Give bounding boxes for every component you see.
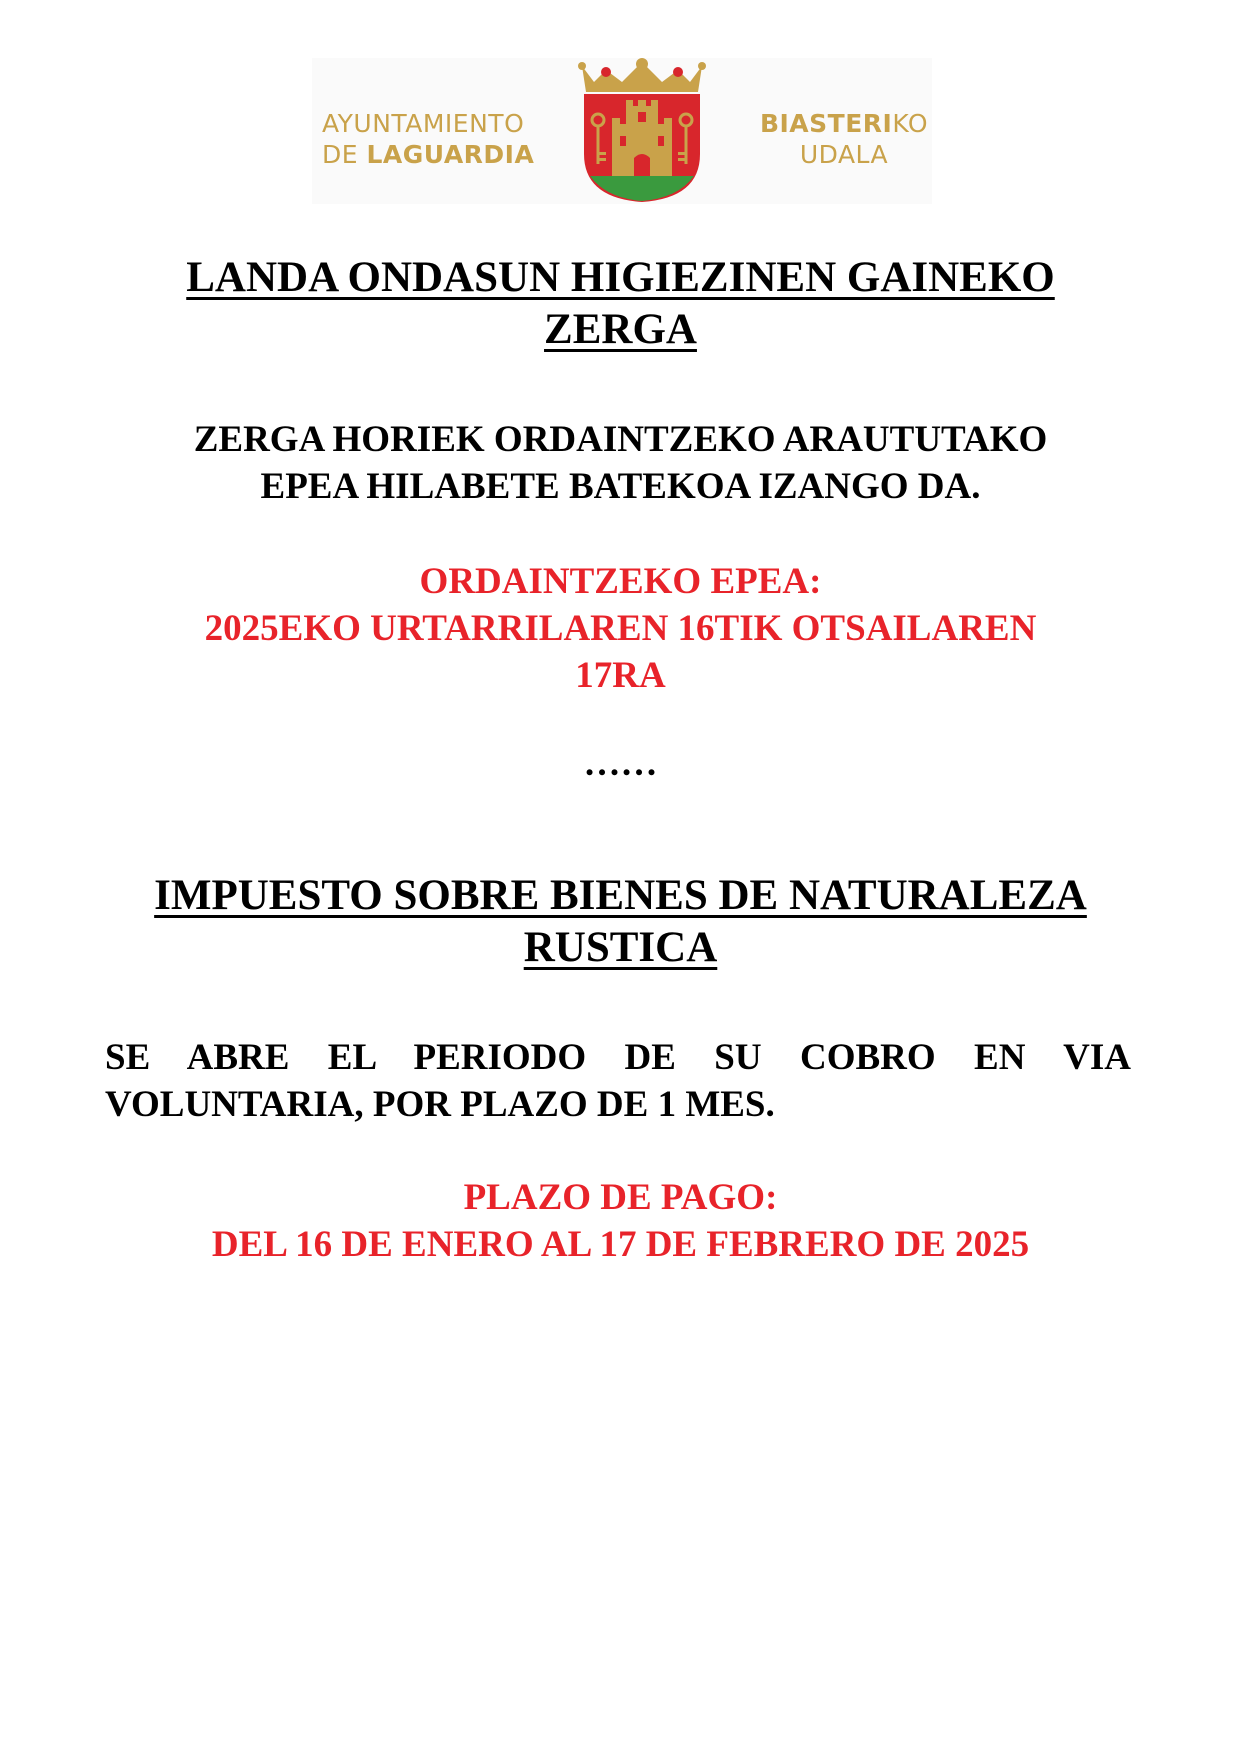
basque-notice-line1: ZERGA HORIEK ORDAINTZEKO ARAUTUTAKO (193, 419, 1048, 460)
org-name-spanish-prefix: DE (322, 140, 367, 169)
municipality-logo-header (312, 58, 932, 204)
org-name-spanish-line1: AYUNTAMIENTO (322, 109, 525, 138)
spanish-payment-period (100, 1174, 1141, 1268)
basque-notice-line2: EPEA HILABETE BATEKOA IZANGO DA. (260, 466, 981, 507)
basque-payment-period (100, 558, 1141, 699)
org-name-basque (744, 108, 944, 170)
org-name-spanish-town: LAGUARDIA (366, 140, 535, 169)
spanish-period-line1: DEL 16 DE ENERO AL 17 DE FEBRERO DE 2025 (211, 1224, 1030, 1265)
org-name-basque-town: BIASTERI (759, 109, 893, 138)
spanish-period-label: PLAZO DE PAGO: (463, 1177, 778, 1218)
basque-title-line2: ZERGA (544, 306, 697, 353)
org-name-basque-line2: UDALA (799, 140, 889, 169)
org-name-spanish-line2 (322, 139, 562, 170)
spanish-notice (105, 1034, 1131, 1128)
spanish-title-line2: RUSTICA (523, 924, 718, 971)
basque-period-line1: 2025EKO URTARRILAREN 16TIK OTSAILAREN (204, 608, 1037, 649)
spanish-title (100, 870, 1141, 974)
org-name-basque-suffix: KO (892, 109, 929, 138)
laguardia-coat-of-arms-icon (576, 58, 708, 204)
spanish-notice-line1: SE ABRE EL PERIODO DE SU COBRO EN VIA (105, 1037, 1131, 1078)
basque-period-label: ORDAINTZEKO EPEA: (419, 561, 822, 602)
spanish-notice-line2: VOLUNTARIA, POR PLAZO DE 1 MES. (105, 1084, 775, 1125)
basque-notice (100, 416, 1141, 510)
org-name-spanish (322, 108, 562, 170)
basque-period-line2: 17RA (575, 655, 666, 696)
section-separator: …… (583, 743, 658, 784)
basque-title (100, 252, 1141, 356)
spanish-title-line1: IMPUESTO SOBRE BIENES DE NATURALEZA (154, 872, 1087, 919)
basque-title-line1: LANDA ONDASUN HIGIEZINEN GAINEKO (186, 254, 1055, 301)
org-name-basque-line1 (744, 108, 944, 139)
